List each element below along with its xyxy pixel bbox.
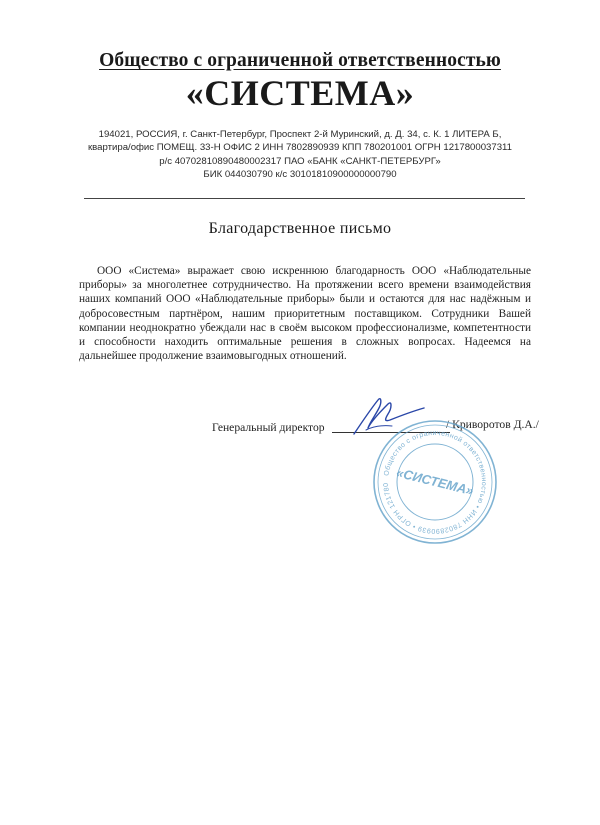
- address-line: 194021, РОССИЯ, г. Санкт-Петербург, Проспект 2-й Муринский, д. Д. 34, с. К. 1 ЛИТЕРА Б,: [98, 129, 502, 140]
- handwritten-signature-icon: [348, 392, 428, 440]
- company-requisites: [0, 128, 600, 182]
- signatory-name: / Криворотов Д.А./: [446, 418, 539, 431]
- letter-title: Благодарственное письмо: [208, 220, 392, 237]
- address-line: р/с 40702810890480002317 ПАО «БАНК «САНКТ-ПЕТЕРБУРГ»: [159, 155, 441, 167]
- header-divider: [84, 198, 525, 199]
- address-line: БИК 044030790 к/с 30101810900000000790: [203, 169, 397, 181]
- letter-body: ООО «Система» выражает свою искреннюю благодарность ООО «Наблюдательные приборы» за многолетнее сотрудничество. На протяжении всего времени взаимодействия наших компаний ООО «Наблюдательные приборы» были и остаются для нас надёжным и добросовестным партнёром, нашим приоритетным поставщиком. Сотрудники Вашей компании неоднократно убеждали нас в своём высоком профессионализме, компетентности и способности находить оптимальные решения в сложных вопросах. Надеемся на дальнейшее продолжение взаимовыгодных отношений.: [79, 265, 531, 363]
- stamp-center-text: «СИСТЕМА»: [394, 464, 476, 499]
- company-name-line2: «СИСТЕМА»: [185, 73, 415, 113]
- signatory-position: Генеральный директор: [212, 421, 325, 434]
- address-line: квартира/офис ПОМЕЩ. 33-Н ОФИС 2 ИНН 7802890939 КПП 780201001 ОГРН 1217800037311: [87, 142, 513, 154]
- stamp-ring-text: Общество с ограниченной ответственностью • ИНН 7802890939 • ОГРН 121780: [382, 429, 488, 535]
- company-name-line1: Общество с ограниченной ответственностью: [99, 50, 501, 71]
